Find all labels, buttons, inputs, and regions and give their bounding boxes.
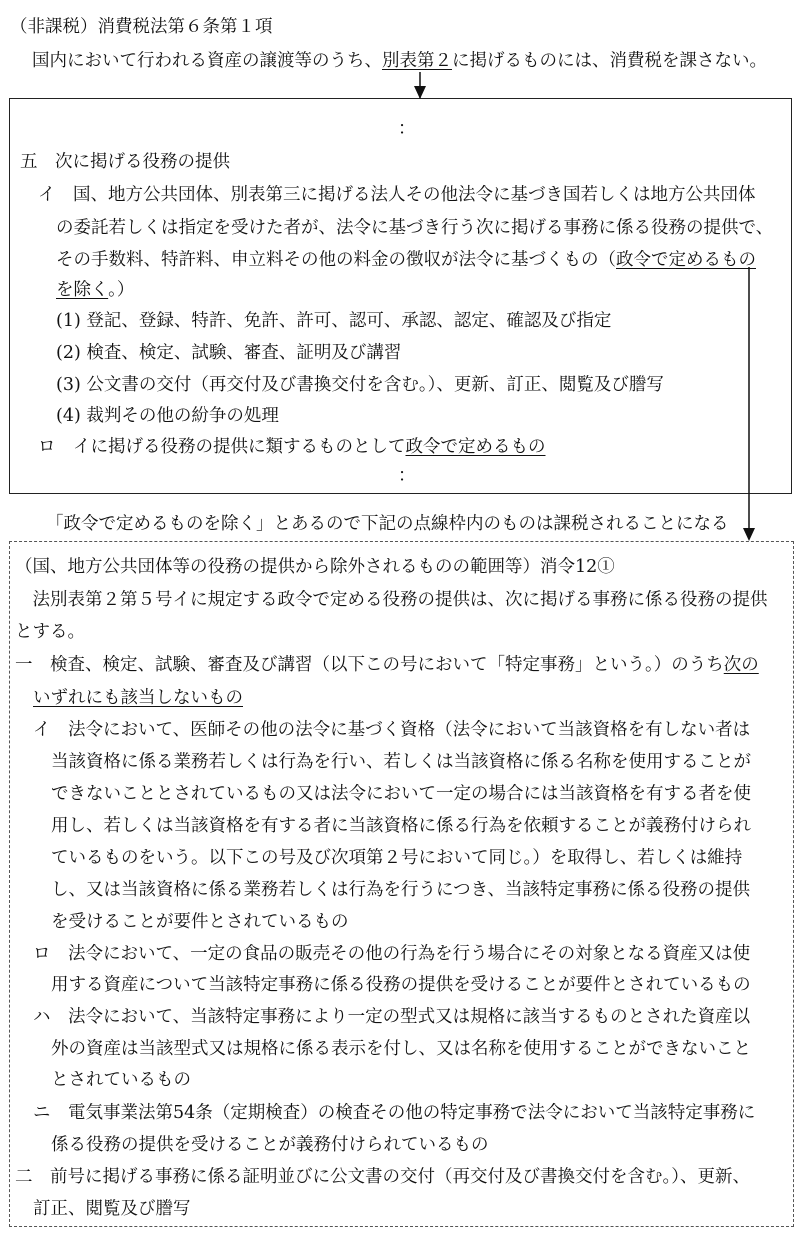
underline-nozoku: を除く [56, 280, 109, 300]
order-i-line-6: し、又は当該資格に係る業務若しくは行為を行うにつき、当該特定事務に係る役務の提供 [51, 880, 750, 900]
sub-item-4: (4) 裁判その他の紛争の処理 [56, 406, 279, 426]
underline-tsugi: 次の [723, 655, 759, 675]
ellipsis-bottom: ： [398, 466, 416, 486]
order-ha-line-2: 外の資産は当該型式又は規格に係る表示を付し、又は名称を使用することができないこと [51, 1039, 751, 1059]
ellipsis-top: ： [398, 119, 416, 139]
order-item-2-line-1: 二 前号に掲げる事務に係る証明並びに公文書の交付（再交付及び書換交付を含む。）、更新、 [15, 1167, 750, 1187]
order-intro-1: 法別表第２第５号イに規定する政令で定める役務の提供は、次に掲げる事務に係る役務の提供 [15, 590, 768, 610]
item-i-line-2: の委託若しくは指定を受けた者が、法令に基づき行う次に掲げる事務に係る役務の提供で、 [56, 218, 774, 238]
order-ni-line-2: 係る役務の提供を受けることが義務付けられているもの [51, 1135, 489, 1155]
order-ro-line-1: ロ 法令において、一定の食品の販売その他の行為を行う場合にその対象となる資産又は使 [33, 944, 751, 964]
order-ha-line-3: とされているもの [51, 1070, 191, 1090]
order-i-line-4: 用し、若しくは当該資格を有する者に当該資格に係る行為を依頼することが義務付けられ [51, 816, 751, 836]
reference-appendix-2: 別表第２ [382, 51, 452, 71]
sub-item-1: (1) 登記、登録、特許、免許、許可、認可、承認、認定、確認及び指定 [56, 311, 612, 331]
underline-izure: いずれにも該当しないもの [33, 688, 243, 708]
law-text-pre: 国内において行われる資産の譲渡等のうち、 [32, 51, 382, 71]
order-i-line-2: 当該資格に係る業務若しくは行為を行い、若しくは当該資格に係る名称を使用することが [51, 752, 751, 772]
sub-item-2: (2) 検査、検定、試験、審査、証明及び講習 [56, 343, 402, 363]
order-ha-line-1: ハ 法令において、当該特定事務により一定の型式又は規格に該当するものとされた資産以 [33, 1007, 751, 1027]
order-ni-line-1: ニ 電気事業法第54条（定期検査）の検査その他の特定事務で法令において当該特定事務に [33, 1103, 756, 1123]
order-ro-line-2: 用する資産について当該特定事務に係る役務の提供を受けることが要件とされているもの [51, 975, 751, 995]
order-item-2-line-2: 訂正、閲覧及び謄写 [33, 1199, 191, 1219]
sub-item-3: (3) 公文書の交付（再交付及び書換交付を含む。）、更新、訂正、閲覧及び謄写 [56, 375, 664, 395]
underline-seirei: 政令で定めるもの [616, 250, 756, 270]
item-i-line-3-text: その手数料、特許料、申立料その他の料金の徴収が法令に基づくもの（ [56, 250, 616, 270]
order-title: （国、地方公共団体等の役務の提供から除外されるものの範囲等）消令12① [15, 557, 615, 577]
arrow-to-appendix [414, 72, 426, 99]
order-i-line-3: できないこととされているもの又は法令において一定の場合には当該資格を有する者を使 [51, 784, 751, 804]
order-intro-2: とする。 [15, 622, 85, 642]
law-text-post: に掲げるものには、消費税を課さない。 [452, 51, 767, 71]
item-i-tail: 。） [108, 280, 135, 300]
item-i-line-1: イ 国、地方公共団体、別表第三に掲げる法人その他法令に基づき国若しくは地方公共団体 [38, 185, 756, 205]
underline-ro-seirei: 政令で定めるもの [405, 437, 546, 457]
law-title: （非課税）消費税法第６条第１項 [10, 17, 273, 37]
item-5: 五 次に掲げる役務の提供 [20, 152, 230, 172]
order-item-1-text: 一 検査、検定、試験、審査及び講習（以下この号において「特定事務」という。）のうち [15, 655, 724, 675]
order-i-line-1: イ 法令において、医師その他の法令に基づく資格（法令において当該資格を有しない者は [33, 720, 751, 740]
item-ro-text: ロ イに掲げる役務の提供に類するものとして [38, 437, 406, 457]
order-i-line-7: を受けることが要件とされているもの [51, 912, 349, 932]
arrow-to-cabinet-order [743, 267, 755, 541]
order-i-line-5: ているものをいう。以下この号及び次項第２号において同じ。）を取得し、若しくは維持 [51, 848, 743, 868]
taxable-note: 「政令で定めるものを除く」とあるので下記の点線枠内のものは課税されることになる [46, 514, 729, 534]
